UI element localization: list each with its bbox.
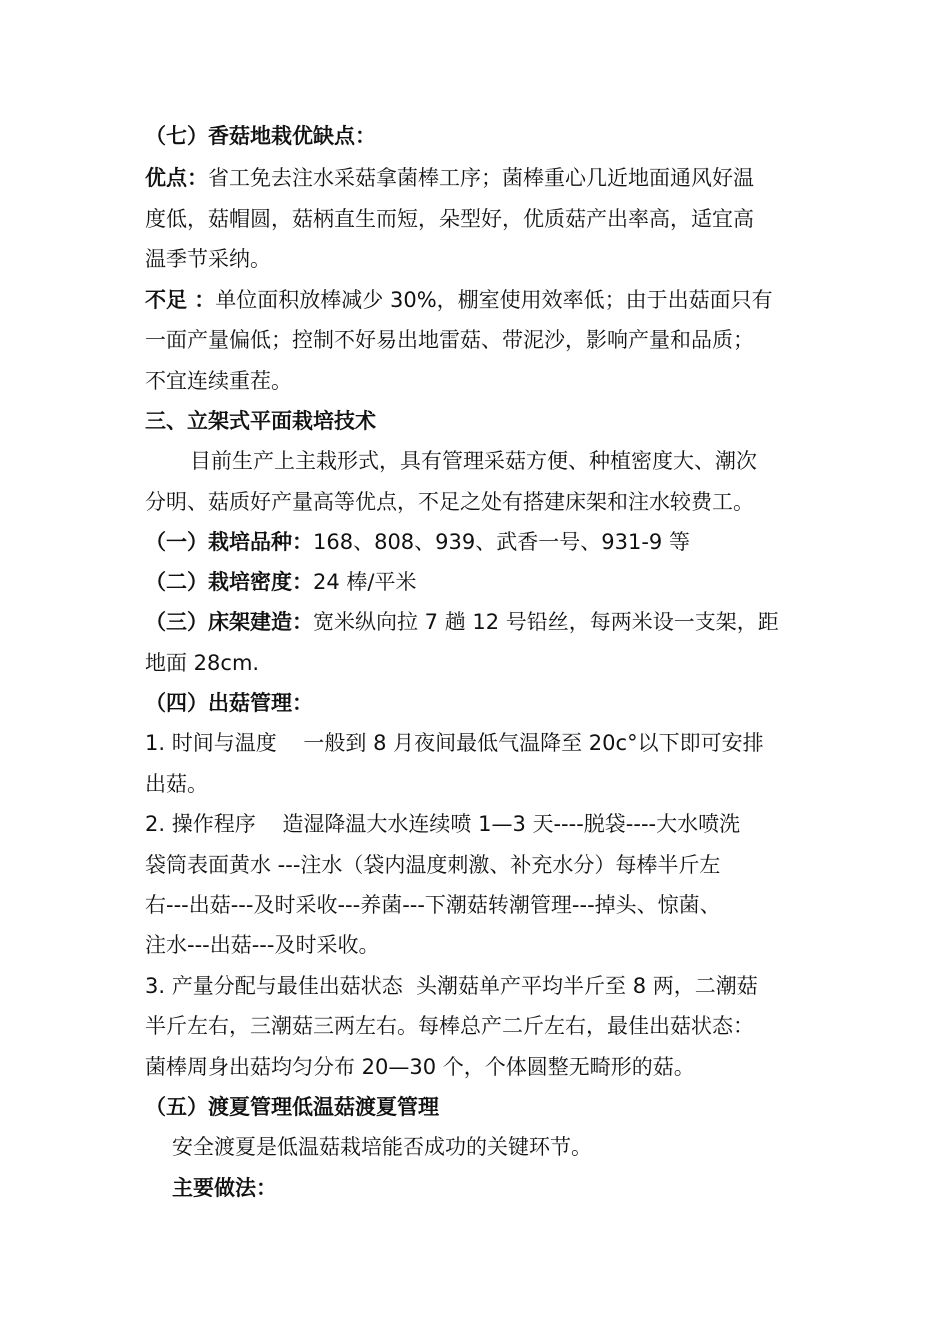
item-2-text: 24 棒/平米	[313, 570, 417, 594]
advantages-text: 省工免去注水采菇拿菌棒工序；菌棒重心几近地面通风好温	[208, 166, 754, 190]
section-3-intro-line-1: 目前生产上主栽形式，具有管理采菇方便、种植密度大、潮次	[190, 449, 757, 473]
mgmt-2-line-2: 袋筒表面黄水 ---注水（袋内温度刺激、补充水分）每棒半斤左	[145, 853, 721, 877]
mgmt-3-line-3: 菌棒周身出菇均匀分布 20—30 个，个体圆整无畸形的菇。	[145, 1055, 695, 1079]
item-2-line	[145, 569, 416, 595]
mgmt-2-line-3: 右---出菇---及时采收---养菌---下潮菇转潮管理---掉头、惊菌、	[145, 893, 721, 917]
item-1-line	[145, 529, 690, 555]
item-5-line-1: 安全渡夏是低温菇栽培能否成功的关键环节。	[172, 1135, 592, 1159]
item-3-text: 宽米纵向拉 7 趟 12 号铅丝，每两米设一支架，距	[313, 610, 779, 634]
item-3-label: （三）床架建造：	[145, 610, 313, 634]
disadvantages-paragraph-line-2: 一面产量偏低；控制不好易出地雷菇、带泥沙，影响产量和品质；	[145, 328, 754, 352]
item-1-text: 168、808、939、武香一号、931-9 等	[313, 530, 690, 554]
section-3-intro-line-2: 分明、菇质好产量高等优点，不足之处有搭建床架和注水较费工。	[145, 490, 754, 514]
mgmt-3-line-1: 3. 产量分配与最佳出菇状态 头潮菇单产平均半斤至 8 两，二潮菇	[145, 974, 758, 998]
mgmt-2-line-1: 2. 操作程序 造湿降温大水连续喷 1—3 天----脱袋----大水喷洗	[145, 812, 741, 836]
disadvantages-text: 单位面积放棒减少 30%，棚室使用效率低；由于出菇面只有	[215, 288, 773, 312]
item-2-label: （二）栽培密度：	[145, 570, 313, 594]
item-3-line-1	[145, 609, 779, 635]
item-3-line-2: 地面 28cm.	[145, 651, 260, 675]
mgmt-1-line-1: 1. 时间与温度 一般到 8 月夜间最低气温降至 20c°以下即可安排	[145, 731, 764, 755]
item-5-title: （五）渡夏管理低温菇渡夏管理	[145, 1095, 439, 1119]
mgmt-3-line-2: 半斤左右，三潮菇三两左右。每棒总产二斤左右，最佳出菇状态：	[145, 1014, 754, 1038]
item-5-line-2: 主要做法：	[172, 1176, 277, 1200]
section-7-title: （七）香菇地栽优缺点：	[145, 124, 376, 148]
disadvantages-paragraph-line-3: 不宜连续重茬。	[145, 369, 292, 393]
disadvantages-paragraph-line-1	[145, 287, 773, 313]
advantages-paragraph-line-1	[145, 165, 754, 191]
mgmt-1-line-2: 出菇。	[145, 772, 208, 796]
advantages-label: 优点：	[145, 166, 208, 190]
mgmt-2-line-4: 注水---出菇---及时采收。	[145, 933, 380, 957]
disadvantages-label: 不足 ：	[145, 288, 216, 312]
advantages-paragraph-line-2: 度低，菇帽圆，菇柄直生而短，朵型好，优质菇产出率高，适宜高	[145, 207, 754, 231]
item-4-title: （四）出菇管理：	[145, 691, 313, 715]
section-3-title: 三、立架式平面栽培技术	[145, 409, 376, 433]
advantages-paragraph-line-3: 温季节采纳。	[145, 247, 271, 271]
item-1-label: （一）栽培品种：	[145, 530, 313, 554]
